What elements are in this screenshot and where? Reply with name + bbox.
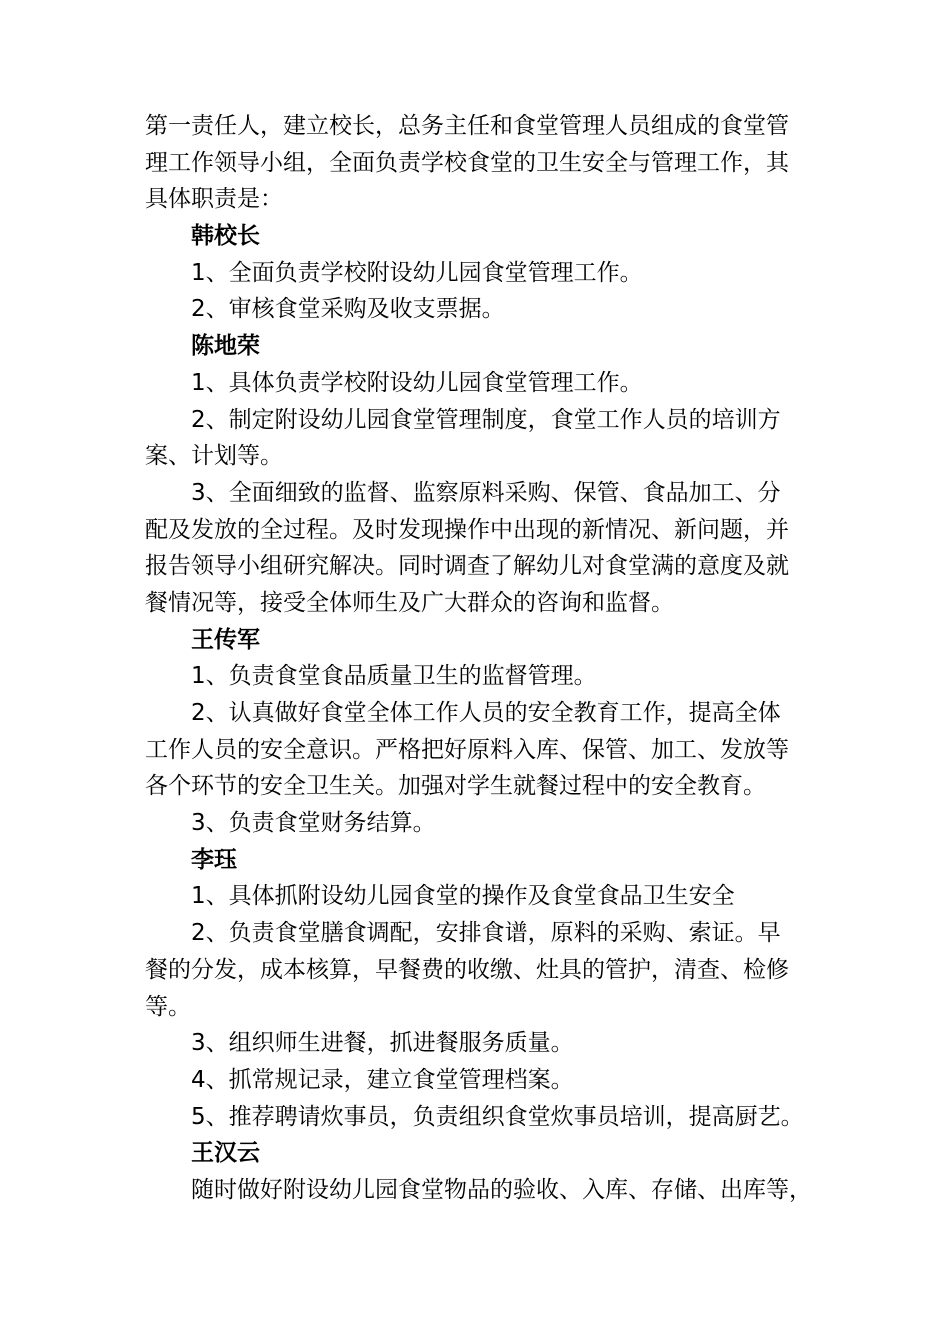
text-line: 各个环节的安全卫生关。加强对学生就餐过程中的安全教育。	[145, 773, 766, 800]
text-line: 4、抓常规记录，建立食堂管理档案。	[191, 1066, 574, 1093]
text-line: 餐情况等，接受全体师生及广大群众的咨询和监督。	[145, 589, 674, 616]
text-line: 3、负责食堂财务结算。	[191, 810, 436, 837]
text-line: 等。	[145, 993, 191, 1020]
text-line: 2、认真做好食堂全体工作人员的安全教育工作，提高全体	[191, 700, 781, 726]
text-line: 具体职责是：	[145, 186, 283, 213]
text-line: 1、具体抓附设幼儿园食堂的操作及食堂食品卫生安全	[191, 883, 735, 910]
section-heading: 陈地荣	[191, 333, 260, 360]
section-heading: 李珏	[191, 846, 237, 873]
text-line: 2、负责食堂膳食调配，安排食谱，原料的采购、索证。早	[191, 920, 781, 947]
text-line: 1、负责食堂食品质量卫生的监督管理。	[191, 663, 597, 690]
text-line: 餐的分发，成本核算，早餐费的收缴、灶具的管护，清查、检修	[145, 956, 789, 983]
section-heading: 王汉云	[191, 1140, 260, 1167]
document-body	[145, 108, 810, 1209]
text-line: 3、组织师生进餐，抓进餐服务质量。	[191, 1030, 574, 1057]
text-line: 随时做好附设幼儿园食堂物品的验收、入库、存储、出库等，	[191, 1176, 812, 1203]
text-line: 报告领导小组研究解决。同时调查了解幼儿对食堂满的意度及就	[145, 553, 789, 580]
text-line: 配及发放的全过程。及时发现操作中出现的新情况、新问题，并	[145, 516, 789, 543]
text-line: 2、审核食堂采购及收支票据。	[191, 296, 505, 323]
text-line: 3、全面细致的监督、监察原料采购、保管、食品加工、分	[191, 479, 781, 506]
text-line: 1、具体负责学校附设幼儿园食堂管理工作。	[191, 369, 643, 396]
text-line: 1、全面负责学校附设幼儿园食堂管理工作。	[191, 259, 643, 286]
section-heading: 王传军	[191, 626, 260, 653]
text-line: 工作人员的安全意识。严格把好原料入库、保管、加工、发放等	[145, 736, 789, 763]
text-line: 2、制定附设幼儿园食堂管理制度，食堂工作人员的培训方	[191, 406, 781, 433]
text-line: 理工作领导小组，全面负责学校食堂的卫生安全与管理工作，其	[145, 149, 789, 176]
section-heading: 韩校长	[191, 223, 260, 250]
text-line: 案、计划等。	[145, 443, 283, 470]
text-line: 第一责任人，建立校长，总务主任和食堂管理人员组成的食堂管	[145, 113, 789, 139]
text-line: 5、推荐聘请炊事员，负责组织食堂炊事员培训，提高厨艺。	[191, 1103, 804, 1130]
